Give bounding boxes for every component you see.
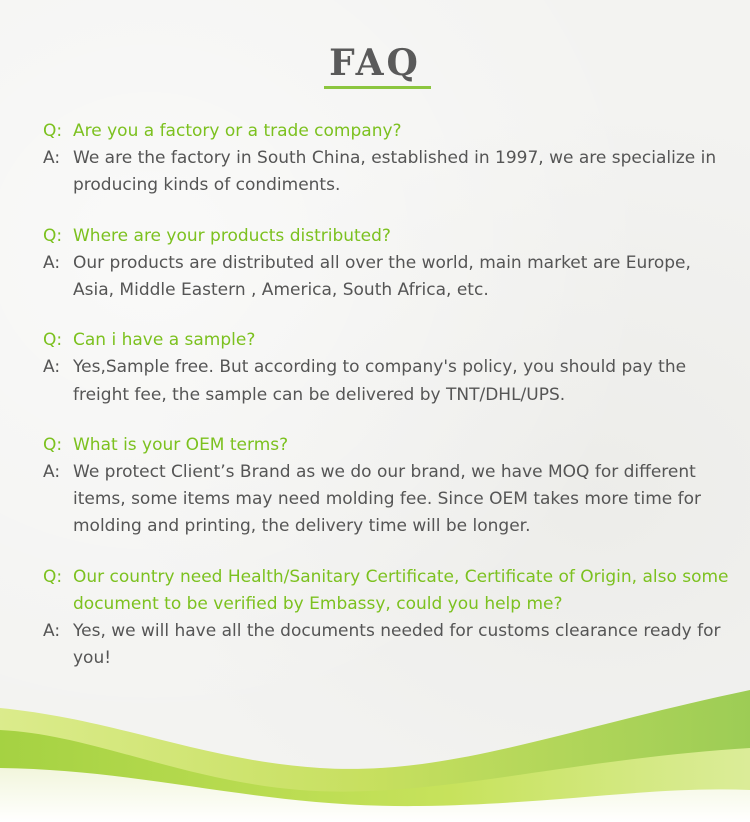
faq-item <box>43 118 733 200</box>
answer-text: Yes, we will have all the documents needed for customs clearance ready for you! <box>73 621 721 669</box>
answer-text: We are the factory in South China, established in 1997, we are specialize in producing kinds of condiments. <box>73 148 717 196</box>
answer-row <box>43 250 733 304</box>
question-text: Are you a factory or a trade company? <box>73 121 402 141</box>
question-row <box>43 432 733 459</box>
question-marker: Q: <box>43 566 63 587</box>
answer-text: We protect Client’s Brand as we do our brand, we have MOQ for different items, some items may need molding fee. Since OEM takes more time for molding and printing, the delivery time will be longer. <box>73 462 701 537</box>
question-text: What is your OEM terms? <box>73 434 289 455</box>
question-marker: Q: <box>43 330 63 351</box>
answer-marker: A: <box>43 621 61 642</box>
answer-marker: A: <box>43 462 61 483</box>
question-text: Where are your products distributed? <box>73 225 391 246</box>
faq-item <box>43 327 733 409</box>
question-row <box>43 223 733 250</box>
faq-item <box>43 432 733 541</box>
question-row <box>43 118 733 145</box>
answer-marker: A: <box>43 357 61 378</box>
question-text: Our country need Health/Sanitary Certificate, Certificate of Origin, also some document to be verified by Embassy, could you help me? <box>73 566 729 614</box>
question-marker: Q: <box>43 121 63 141</box>
title-underline <box>324 86 431 89</box>
question-marker: Q: <box>43 434 63 455</box>
faq-item <box>43 223 733 305</box>
answer-row <box>43 618 733 672</box>
question-row <box>43 564 733 618</box>
answer-marker: A: <box>43 252 61 273</box>
answer-marker: A: <box>43 148 61 169</box>
answer-row <box>43 354 733 408</box>
question-row <box>43 327 733 354</box>
page-title: FAQ <box>329 42 421 84</box>
answer-text: Our products are distributed all over the world, main market are Europe, Asia, Middle Eastern , America, South Africa, etc. <box>73 252 691 301</box>
green-wave-decoration <box>0 690 750 822</box>
question-text: Can i have a sample? <box>73 330 256 351</box>
question-marker: Q: <box>43 225 63 246</box>
answer-text: Yes,Sample free. But according to company's policy, you should pay the freight fee, the sample can be delivered by TNT/DHL/UPS. <box>73 357 687 405</box>
answer-row <box>43 145 733 199</box>
faq-item <box>43 564 733 673</box>
answer-row <box>43 459 733 541</box>
faq-list <box>43 118 733 695</box>
